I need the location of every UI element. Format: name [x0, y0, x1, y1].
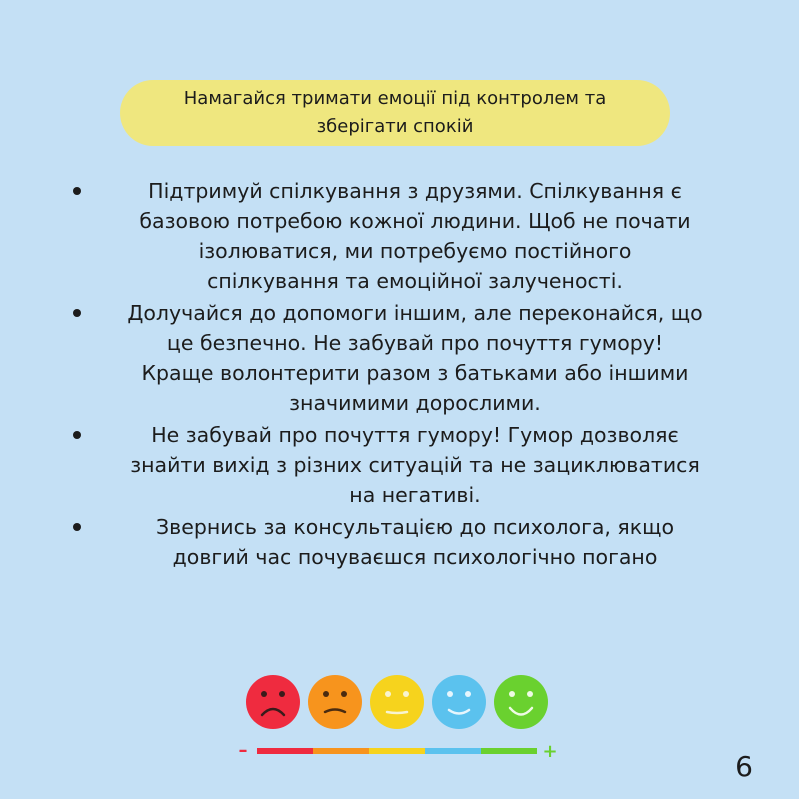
list-item-line: значимими дорослими. — [289, 391, 541, 415]
bullet-icon — [73, 431, 81, 439]
content-face-icon — [432, 675, 486, 729]
list-item — [70, 512, 760, 572]
scale-segment — [257, 748, 313, 754]
minus-sign: – — [238, 740, 248, 761]
list-item — [70, 176, 760, 296]
unhappy-face-icon — [308, 675, 362, 729]
list-item-line: Долучайся до допомоги іншим, але переконайся, що — [127, 301, 703, 325]
list-item-line: Не забувай про почуття гумору! Гумор дозволяє — [151, 423, 679, 447]
page-number: 6 — [735, 750, 753, 783]
list-item-line: довгий час почуваєшся психологічно погано — [172, 545, 658, 569]
scale-segment — [481, 748, 537, 754]
bullet-icon — [73, 187, 81, 195]
plus-sign: + — [542, 741, 558, 762]
bullet-icon — [73, 309, 81, 317]
list-item-line: базовою потребою кожної людини. Щоб не почати — [139, 209, 691, 233]
tip-banner-line-1: Намагайся тримати емоції під контролем та — [183, 88, 607, 109]
bullet-icon — [73, 523, 81, 531]
list-item-line: на негативі. — [349, 483, 481, 507]
list-item — [70, 420, 760, 510]
list-item — [70, 298, 760, 418]
list-item-line: це безпечно. Не забувай про почуття гумору! — [166, 331, 664, 355]
advice-list — [70, 176, 760, 572]
list-item-line: спілкування та емоційної залученості. — [207, 269, 623, 293]
happy-face-icon — [494, 675, 548, 729]
sad-face-icon — [246, 675, 300, 729]
neutral-face-icon — [370, 675, 424, 729]
tip-banner — [120, 80, 670, 146]
scale-segment — [425, 748, 481, 754]
list-item-line: Звернись за консультацією до психолога, якщо — [156, 515, 674, 539]
tip-banner-line-2: зберігати спокій — [316, 116, 474, 137]
scale-segment — [369, 748, 425, 754]
list-item-line: Краще волонтерити разом з батьками або іншими — [141, 361, 689, 385]
scale-segment — [313, 748, 369, 754]
list-item-line: ізолюватися, ми потребуємо постійного — [198, 239, 632, 263]
list-item-line: знайти вихід з різних ситуацій та не зациклюватися — [130, 453, 700, 477]
list-item-line: Підтримуй спілкування з друзями. Спілкування є — [148, 179, 682, 203]
